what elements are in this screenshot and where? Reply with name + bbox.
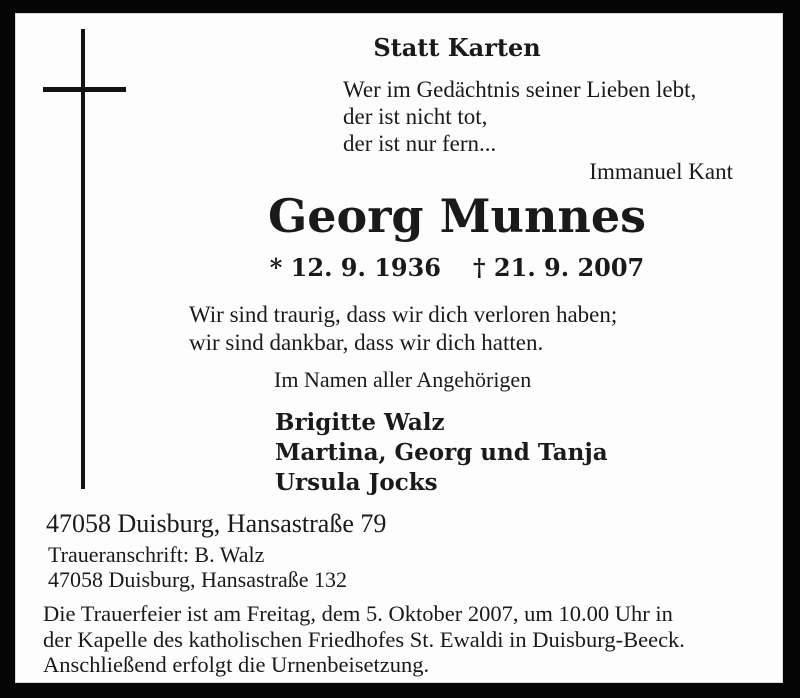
mourning-address-block (48, 542, 347, 592)
birth-date: 12. 9. 1936 (290, 253, 441, 282)
mourner-name: Martina, Georg und Tanja (275, 439, 608, 466)
condolence-line-1: Wir sind traurig, dass wir dich verloren haben; (189, 302, 618, 327)
cross-horizontal-bar (43, 87, 126, 92)
mourner-name: Brigitte Walz (275, 409, 445, 436)
memorial-quote (343, 76, 696, 157)
quote-line-1: Wer im Gedächtnis seiner Lieben lebt, (343, 77, 697, 102)
statt-karten-heading: Statt Karten (373, 33, 541, 62)
mourning-address-label: Traueranschrift: B. Walz (48, 542, 265, 567)
mourner-name: Ursula Jocks (275, 469, 438, 496)
death-notice-paper (15, 13, 783, 683)
cross-vertical-bar (81, 29, 85, 489)
life-dates (132, 254, 782, 282)
death-symbol: † (473, 253, 486, 282)
quote-line-3: der ist nur fern... (343, 131, 497, 156)
mourners-list (275, 408, 608, 498)
funeral-info-line-1: Die Trauerfeier ist am Freitag, dem 5. Oktober 2007, um 10.00 Uhr in (43, 601, 673, 626)
birth-date-group (270, 253, 441, 282)
mourning-address-line: 47058 Duisburg, Hansastraße 132 (48, 567, 347, 592)
condolence-text (189, 301, 617, 357)
funeral-info-line-2: der Kapelle des katholischen Friedhofes St. Ewaldi in Duisburg-Beeck. (43, 626, 685, 652)
quote-attribution: Immanuel Kant (589, 159, 733, 184)
condolence-line-2: wir sind dankbar, dass wir dich hatten. (189, 330, 544, 355)
quote-line-2: der ist nicht tot, (343, 104, 488, 129)
latin-cross-icon (16, 14, 146, 494)
death-date-group (473, 253, 644, 282)
deceased-name: Georg Munnes (267, 189, 647, 243)
primary-address: 47058 Duisburg, Hansastraße 79 (46, 509, 387, 538)
on-behalf-line: Im Namen aller Angehörigen (274, 367, 532, 392)
birth-symbol: * (269, 253, 283, 282)
death-date: 21. 9. 2007 (493, 253, 645, 282)
funeral-information (43, 601, 685, 678)
funeral-info-line-3: Anschließend erfolgt die Urnenbeisetzung. (43, 652, 430, 677)
